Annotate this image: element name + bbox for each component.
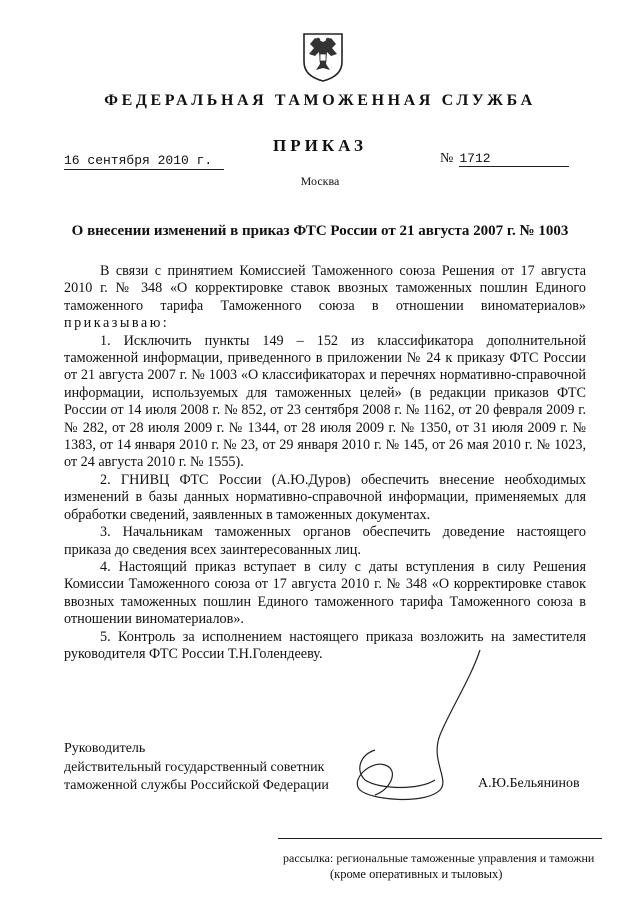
document-subject: О внесении изменений в приказ ФТС России от 21 августа 2007 г. № 1003: [71, 223, 569, 239]
order-item-1: 1. Исключить пункты 149 – 152 из классификатора дополнительной таможенной информации, приведенного в приложении № 24 к приказу ФТС России от 21 августа 2007 г. № 1003 «О классификаторах и перечнях нормативно-справочной информации, используемых для таможенных целей» (в редакции приказов ФТС России от 14 июля 2008 г. № 852, от 23 сентября 2008 г. № 1162, от 20 февраля 2009 г. № 282, от 28 июля 2009 г. № 1344, от 28 июля 2009 г. № 1350, от 31 июля 2009 г. № 1383, от 14 января 2010 г. № 23, от 29 января 2010 г. № 145, от 26 мая 2010 г. № 1023, от 24 августа 2010 г. № 1555).: [64, 332, 586, 471]
signatory-name: А.Ю.Бельянинов: [478, 776, 580, 791]
order-word: приказываю:: [64, 315, 170, 332]
signatory-title: Руководитель: [64, 741, 146, 756]
signatory-rank-line1: действительный государственный советник: [64, 759, 325, 775]
document-number: 1712: [459, 151, 569, 167]
order-item-5: 5. Контроль за исполнением настоящего приказа возложить на заместителя руководителя ФТС России Т.Н.Голендееву.: [64, 628, 586, 662]
document-date: 16 сентября 2010 г.: [64, 153, 224, 170]
document-number-block: [440, 151, 569, 167]
number-label: №: [440, 151, 454, 166]
preamble-paragraph: [64, 263, 586, 333]
coat-of-arms-emblem: [300, 28, 346, 82]
signatory-rank-line2: таможенной службы Российской Федерации: [64, 778, 329, 793]
signatory-block: [64, 740, 329, 796]
mailing-divider: [278, 838, 602, 839]
order-item-3: 3. Начальникам таможенных органов обеспечить доведение настоящего приказа до сведения всех заинтересованных лиц.: [64, 524, 586, 558]
preamble-text: В связи с принятием Комиссией Таможенного союза Решения от 17 августа 2010 г. № 348 «О корректировке ставок ввозных таможенных пошлин Единого таможенного тарифа Таможенного союза в отношении виноматериалов»: [64, 263, 586, 314]
document-type: ПРИКАЗ: [273, 136, 367, 155]
order-item-4: 4. Настоящий приказ вступает в силу с даты вступления в силу Решения Комиссии Таможенного союза от 17 августа 2010 г. № 348 «О корректировке ставок ввозных таможенных пошлин Единого таможенного тарифа Таможенного союза в отношении виноматериалов».: [64, 558, 586, 628]
document-city: Москва: [300, 174, 340, 188]
mailing-block: [278, 845, 618, 887]
order-item-2: 2. ГНИВЦ ФТС России (А.Ю.Дуров) обеспечить внесение необходимых изменений в базы данных нормативно-справочной информации, применяемых для обработки сведений, заявленных в таможенных документах.: [64, 471, 586, 523]
document-body: [64, 263, 586, 663]
mailing-line-2: (кроме оперативных и тыловых): [330, 867, 503, 881]
agency-name: ФЕДЕРАЛЬНАЯ ТАМОЖЕННАЯ СЛУЖБА: [104, 92, 536, 109]
mailing-line-1: рассылка: региональные таможенные управления и таможни: [283, 851, 595, 865]
